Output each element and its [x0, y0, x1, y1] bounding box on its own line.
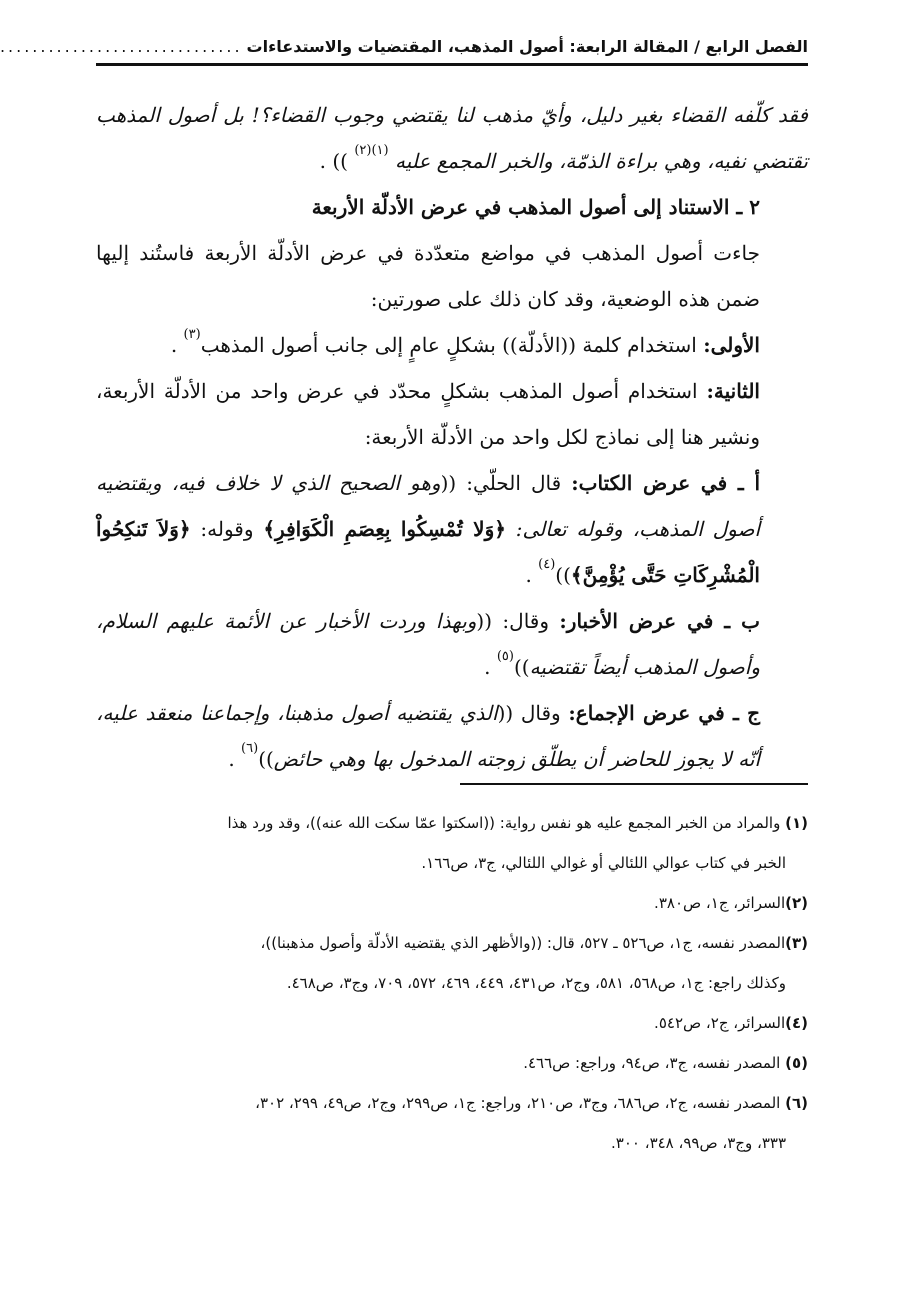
footnote-number: (٤)	[785, 1014, 808, 1032]
footnote-ref: (٣)	[183, 327, 201, 342]
paragraph-intro: جاءت أصول المذهب في مواضع متعدّدة في عرض الأدلّة الأربعة فاستُند إليها ضمن هذه الوضعية، وقد كان ذلك على صورتين:	[96, 241, 760, 311]
section-heading: ٢ ـ الاستناد إلى أصول المذهب في عرض الأدلّة الأربعة	[311, 195, 760, 219]
footnote-separator	[460, 783, 808, 785]
leader-dots: ..............................	[0, 36, 243, 56]
footnote-ref: (٤)	[538, 557, 556, 572]
full-stop: .	[228, 747, 235, 771]
footnote-5	[96, 1043, 808, 1083]
paragraph-jim	[96, 690, 808, 782]
closing-quote-mark: ))	[513, 655, 530, 679]
ba-intro: وقال: ((	[476, 609, 550, 633]
full-stop: .	[484, 655, 491, 679]
footnote-number: (٢)	[785, 894, 808, 912]
footnote-text: المصدر نفسه، ج١، ص٥٢٦ ـ ٥٢٧، قال: ((والأظهر الذي يقتضيه الأدلّة وأصول مذهبنا))،	[260, 934, 786, 952]
ba-quote: وبهذا وردت الأخبار عن الأئمة عليهم السلام، وأصول المذهب أيضاً تقتضيه	[96, 609, 760, 679]
chapter-title: الفصل الرابع / المقالة الرابعة: أصول المذهب، المقتضيات والاستدعاءات	[246, 36, 808, 56]
footnote-1	[96, 803, 808, 883]
footnote-number: (٦)	[785, 1094, 808, 1112]
footnote-ref: (٥)	[496, 649, 514, 664]
paragraph-ba	[96, 598, 808, 690]
alif-label: أ ـ في عرض الكتاب:	[571, 471, 760, 495]
footnote-4	[96, 1003, 808, 1043]
jim-quote: الذي يقتضيه أصول مذهبنا، وإجماعنا منعقد عليه، أنّه لا يجوز للحاضر أن يطلّق زوجته المدخول بها وهي حائض	[96, 701, 760, 771]
jim-intro: وقال ((	[497, 701, 561, 725]
and-his-saying: وقوله:	[200, 517, 254, 541]
running-header	[0, 28, 808, 64]
footnote-2	[96, 883, 808, 923]
first-label: الأولى:	[703, 333, 760, 357]
second-label: الثانية:	[706, 379, 760, 403]
quote-text: فقد كلّفه القضاء بغير دليل، وأيّ مذهب لنا يقتضي وجوب القضاء؟! بل أصول المذهب تقتضي نفيه، وهي براءة الذمّة، والخبر المجمع عليه	[96, 103, 808, 173]
full-stop: .	[525, 563, 532, 587]
footnote-text: المصدر نفسه، ج٣، ص٩٤، وراجع: ص٤٦٦.	[523, 1054, 781, 1072]
footnote-ref: (٦)	[241, 741, 259, 756]
footnote-text: السرائر، ج١، ص٣٨٠.	[654, 894, 786, 912]
jim-label: ج ـ في عرض الإجماع:	[568, 701, 761, 725]
footnote-ref: (١)	[371, 143, 389, 158]
closing-quote-mark: ))	[555, 563, 571, 587]
footnote-text: السرائر، ج٢، ص٥٤٢.	[654, 1014, 786, 1032]
alif-intro: قال الحلّي: ((	[440, 471, 562, 495]
main-text	[96, 92, 808, 782]
footnote-number: (١)	[785, 814, 808, 832]
verse-1: ﴿وَلا تُمْسِكُوا بِعِصَمِ الْكَوَافِرِ﴾	[263, 517, 506, 541]
footnote-6	[96, 1083, 808, 1163]
footnote-3	[96, 923, 808, 1003]
paragraph-first-form	[96, 322, 808, 368]
closing-quote-mark: ))	[332, 149, 348, 173]
footnote-continuation: الخبر في كتاب عوالي اللئالي أو غوالي اللئالي، ج٣، ص١٦٦.	[421, 854, 786, 872]
verse-2: ﴿وَلاَ تَنكِحُواْ الْمُشْرِكَاتِ حَتَّى يُؤْمِنَّ﴾	[96, 517, 760, 587]
footnote-text: المصدر نفسه، ج٢، ص٦٨٦، وج٣، ص٢١٠، وراجع: ج١، ص٢٩٩، وج٢، ص٤٩، ٢٩٩، ٣٠٢،	[255, 1094, 781, 1112]
alif-quote: وهو الصحيح الذي لا خلاف فيه، ويقتضيه أصول المذهب، وقوله تعالى:	[96, 471, 761, 541]
footnote-text: والمراد من الخبر المجمع عليه هو نفس رواية: ((اسكتوا عمّا سكت الله عنه))، وقد ورد هذا	[227, 814, 781, 832]
footnote-number: (٣)	[785, 934, 808, 952]
paragraph-alif	[96, 460, 808, 598]
full-stop: .	[319, 149, 326, 173]
paragraph-continuation	[96, 92, 808, 184]
header-rule	[96, 63, 808, 66]
footnote-continuation: وكذلك راجع: ج١، ص٥٦٨، ٥٨١، وج٢، ص٤٣١، ٤٤٩، ٤٦٩، ٥٧٢، ٧٠٩، وج٣، ص٤٦٨.	[286, 974, 786, 992]
footnotes	[96, 803, 808, 1163]
first-text: استخدام كلمة ((الأدلّة)) بشكلٍ عامٍ إلى جانب أصول المذهب	[200, 333, 697, 357]
closing-quote-mark: ))	[258, 747, 274, 771]
full-stop: .	[170, 333, 178, 357]
ba-label: ب ـ في عرض الأخبار:	[559, 609, 761, 633]
footnote-continuation: ٣٣٣، وج٣، ص٩٩، ٣٤٨، ٣٠٠.	[611, 1134, 786, 1152]
footnote-ref: (٢)	[354, 143, 372, 158]
second-text: استخدام أصول المذهب بشكلٍ محدّد في عرض واحد من الأدلّة الأربعة، ونشير هنا إلى نماذج لكل واحد من الأدلّة الأربعة:	[96, 379, 760, 449]
footnote-number: (٥)	[785, 1054, 808, 1072]
paragraph-second-form	[96, 368, 808, 460]
